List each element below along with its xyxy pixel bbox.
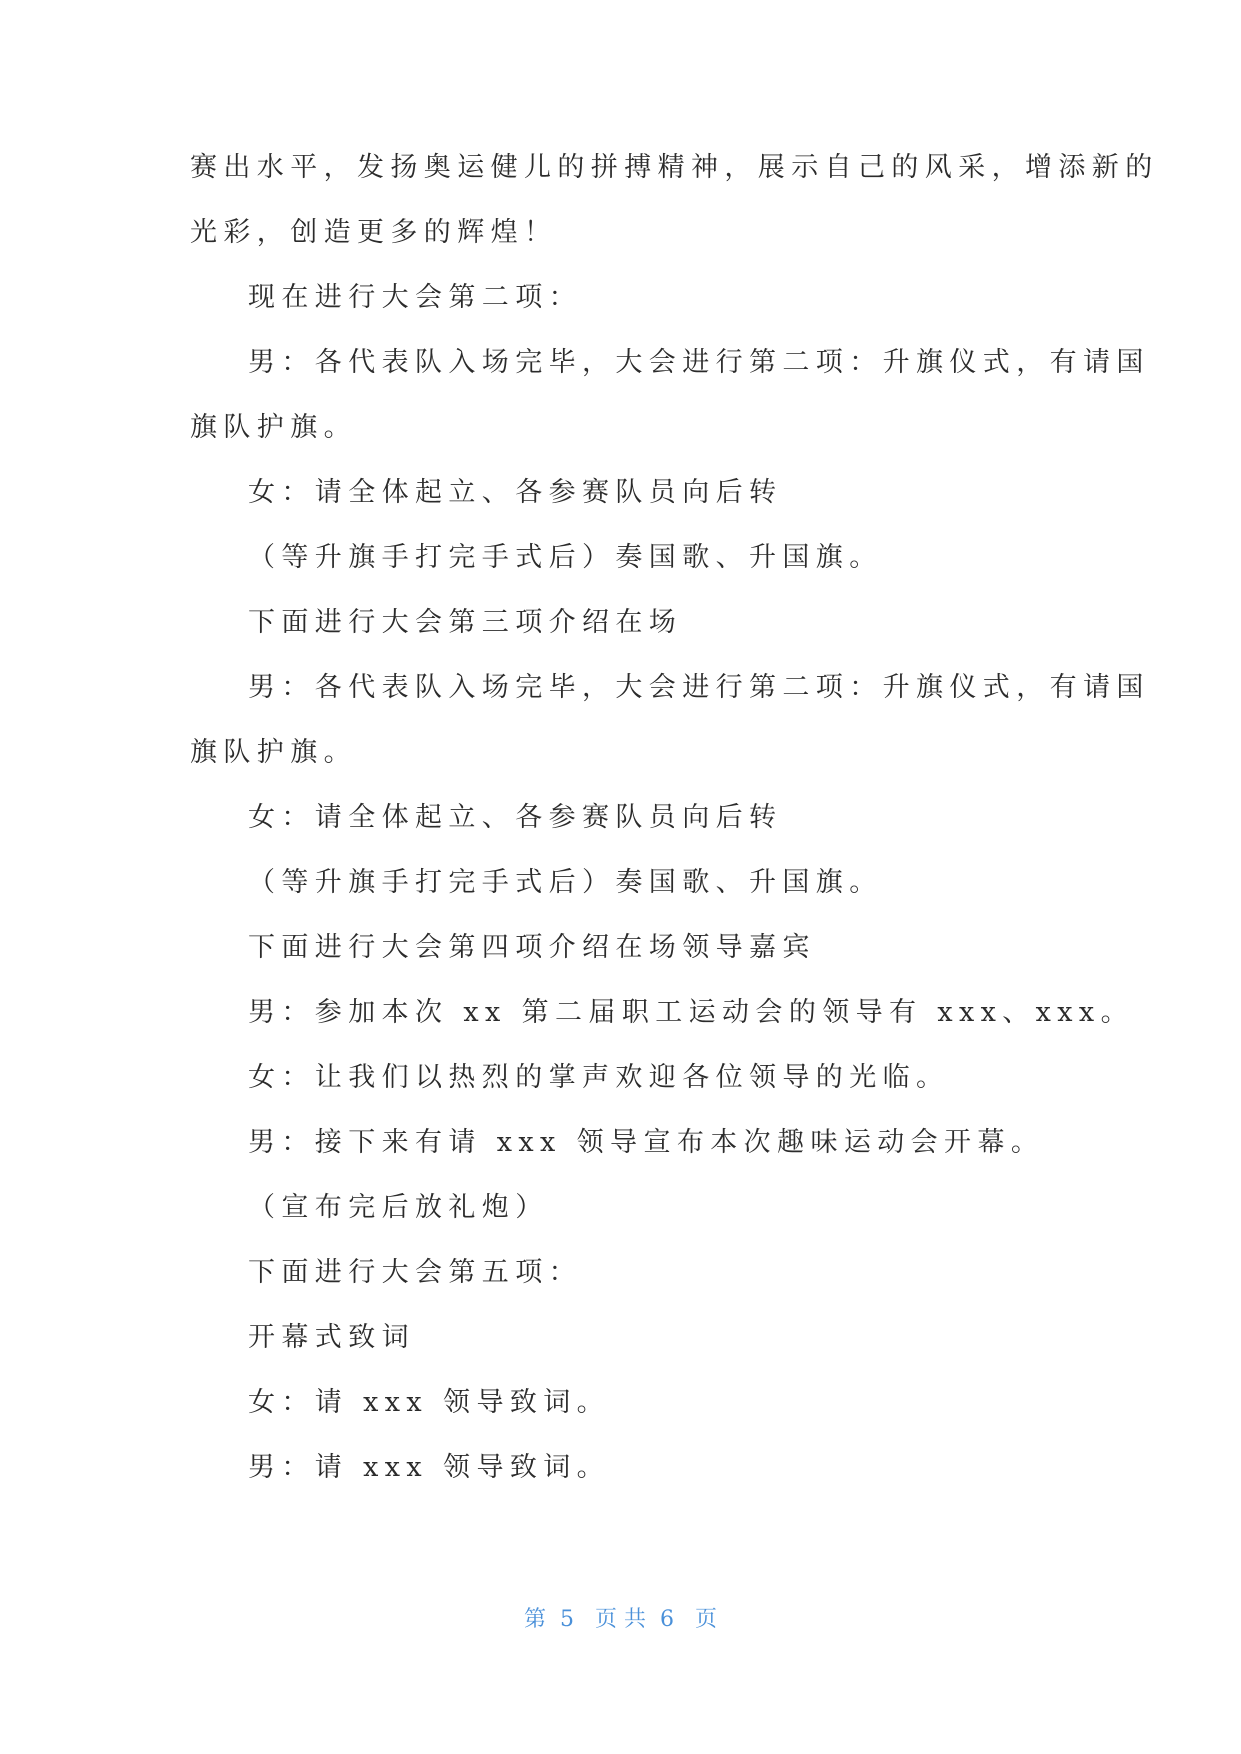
paragraph-line: 男：各代表队入场完毕，大会进行第二项：升旗仪式，有请国: [248, 347, 1150, 378]
paragraph-line: 现在进行大会第二项：: [248, 282, 582, 313]
paragraph-line: 下面进行大会第五项：: [248, 1257, 582, 1288]
paragraph-line: 男：请 xxx 领导致词。: [248, 1452, 611, 1483]
paragraph-line: 赛出水平，发扬奥运健儿的拼搏精神，展示自己的风采，增添新的: [190, 152, 1159, 183]
paragraph-line: （宣布完后放礼炮）: [248, 1192, 549, 1223]
paragraph-line: 女：请全体起立、各参赛队员向后转: [248, 477, 783, 508]
paragraph-line: 男：参加本次 xx 第二届职工运动会的领导有 xxx、xxx。: [248, 997, 1134, 1028]
document-body: [190, 152, 1159, 1517]
paragraph-line: 女：请 xxx 领导致词。: [248, 1387, 611, 1418]
page-number-footer: 第 5 页 共 6 页: [524, 1607, 717, 1632]
paragraph-line: 开幕式致词: [248, 1322, 415, 1353]
paragraph-line: 男：接下来有请 xxx 领导宣布本次趣味运动会开幕。: [248, 1127, 1045, 1158]
paragraph-line: 女：让我们以热烈的掌声欢迎各位领导的光临。: [248, 1062, 950, 1093]
paragraph-line: 女：请全体起立、各参赛队员向后转: [248, 802, 783, 833]
paragraph-line: 旗队护旗。: [190, 412, 357, 443]
paragraph-line: 男：各代表队入场完毕，大会进行第二项：升旗仪式，有请国: [248, 672, 1150, 703]
paragraph-line: （等升旗手打完手式后）奏国歌、升国旗。: [248, 867, 883, 898]
paragraph-line: （等升旗手打完手式后）奏国歌、升国旗。: [248, 542, 883, 573]
paragraph-line: 下面进行大会第三项介绍在场: [248, 607, 683, 638]
paragraph-line: 旗队护旗。: [190, 737, 357, 768]
paragraph-line: 下面进行大会第四项介绍在场领导嘉宾: [248, 932, 816, 963]
paragraph-line: 光彩，创造更多的辉煌！: [190, 217, 558, 248]
